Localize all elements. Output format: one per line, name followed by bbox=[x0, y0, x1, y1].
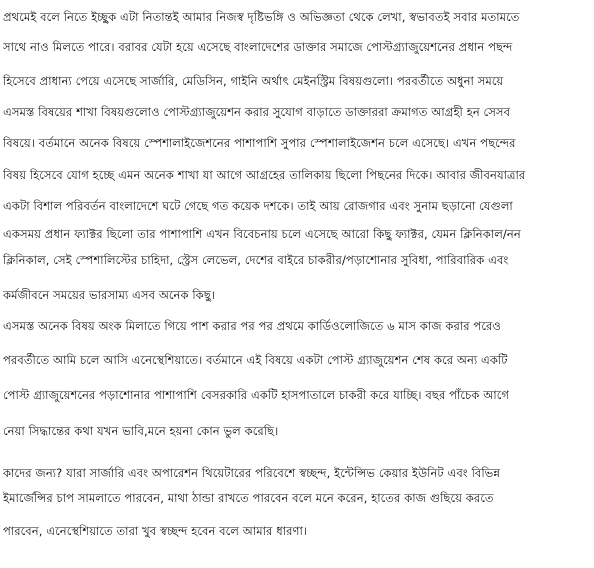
text-line: প্রথমেই বলে নিতে ইচ্ছুক এটা নিতান্তই আমার নিজস্ব দৃষ্টিভঙ্গি ও অভিজ্ঞতা থেকে লেখা, স্বভাবতই সবার মতামতে bbox=[3, 10, 520, 24]
text-line: এসমস্ত বিষয়ের শাখা বিষয়গুলোও পোস্টগ্র্যাজুয়েশন করার সুযোগ বাড়াতে ডাক্তাররা ক্রমাগত আগ্রহী হন সেসব bbox=[3, 105, 511, 119]
text-line: নেয়া সিদ্ধান্তের কথা যখন ভাবি,মনে হয়না কোন ভুল করেছি। bbox=[3, 424, 279, 438]
text-line: বিষয় হিসেবে যোগ হচ্ছে এমন অনেক শাখা যা আগে আগ্রহের তালিকায় ছিলো পিছনের দিকে। আবার জীবনযাত্রার bbox=[3, 168, 526, 182]
text-line: পোস্ট গ্র্যাজুয়েশনের পড়াশোনার পাশাপাশি বেসরকারি একটি হাসপাতালে চাকরী করে যাচ্ছি। বছর পাঁচেক আগে bbox=[3, 388, 509, 402]
text-line: হিসেবে প্রাধান্য পেয়ে এসেছে সার্জারি, মেডিসিন, গাইনি অর্থাৎ মেইনস্ট্রিম বিষয়গুলো। পরবর্তীতে অধুনা সময়ে bbox=[3, 74, 504, 88]
text-line: একটা বিশাল পরিবর্তন বাংলাদেশে ঘটে গেছে গত কয়েক দশকে। তাই আয় রোজগার এবং সুনাম ছড়ানো যেগুলা bbox=[3, 199, 513, 213]
text-line: পরবর্তীতে আমি চলে আসি এনেস্থেশিয়াতে। বর্তমানে এই বিষয়ে একটা পোস্ট গ্র্যাজুয়েশন শেষ করে অন্য একটি bbox=[3, 353, 508, 367]
text-line: বিষয়ে। বর্তমানে অনেক বিষয়ে স্পেশালাইজেশনের পাশাপাশি সুপার স্পেশালাইজেশন চলে এসেছে। এখন পছন্দের bbox=[3, 136, 516, 150]
text-line: ক্লিনিকাল, সেই স্পেশালিস্টের চাহিদা, স্ট্রেস লেভেল, দেশের বাইরে চাকরীর/পড়াশোনার সুবিধা, পারিবারিক এবং bbox=[3, 253, 509, 267]
text-line: ইমার্জেন্সির চাপ সামলাতে পারবেন, মাথা ঠান্ডা রাখতে পারবেন বলে মনে করেন, হাতের কাজ গুছিয়ে করতে bbox=[3, 491, 494, 505]
text-line: কর্মজীবনে সময়ের ভারসাম্য এসব অনেক কিছু। bbox=[3, 288, 216, 302]
text-line: এসমস্ত অনেক বিষয় অংক মিলাতে গিয়ে পাশ করার পর পর প্রথমে কার্ডিওলোজিতে ৬ মাস কাজ করার পরেও bbox=[3, 319, 501, 333]
text-line: সাথে নাও মিলতে পারে। বরাবর যেটা হয়ে এসেছে বাংলাদেশের ডাক্তার সমাজে পোস্টগ্র্যাজুয়েশনের প্রধান পছন্দ bbox=[3, 40, 513, 54]
text-line: পারবেন, এনেস্থেশিয়াতে তারা খুব স্বচ্ছন্দ হবেন বলে আমার ধারণা। bbox=[3, 524, 308, 538]
text-line: কাদের জন্য? যারা সার্জারি এবং অপারেশন থিয়েটারের পরিবেশে স্বচ্ছন্দ, ইন্টেন্সিভ কেয়ার ইউনিট এবং বিভিন্ন bbox=[3, 466, 501, 480]
text-line: একসময় প্রধান ফ্যাক্টর ছিলো তার পাশাপাশি এখন বিবেচনায় চলে এসেছে আরো কিছু ফ্যাক্টর, যেমন ক্লিনিকাল/নন bbox=[3, 227, 521, 241]
